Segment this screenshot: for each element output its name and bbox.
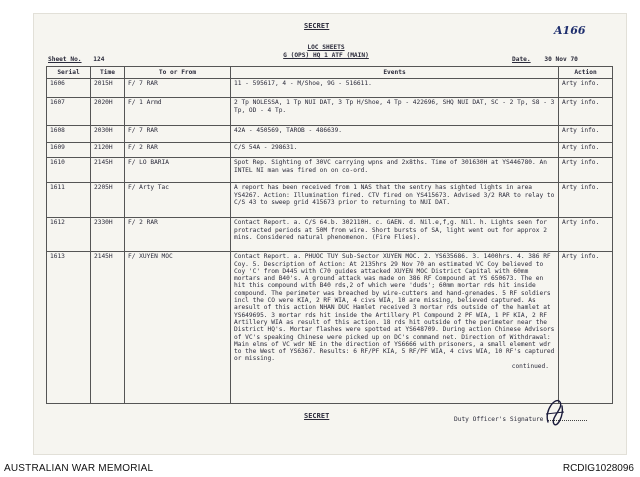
events-text: Contact Report. a. PHUOC TUY Sub-Sector XUYEN MOC. 2. YS635686. 3. 1400hrs. 4. 386 RF Coy. 5. Description of Action: At 2135hrs 29 Nov 70 an estimated VC Coy believed to Coy 'C' from D445 with C70 guides attacked XUYEN MOC District Capital with 60mm mortars and B40's. A ground attack was made on 386 RF Compound at YS 650673. The en hit this compound with B40 rds,2 of which were 'duds'; 60mm mortar rds hit inside compound. The perimeter was breached by wire-cutters and hand-grenades. 5 RF soldiers incl the CO were KIA, 2 RF WIA, 4 civs WIA, 10 are missing, believed captured. As aresult of this action NHAN DUC Hamlet received 3 mortar rds outside of the hamlet at YS649695. 3 mortar rds hit inside the Artillery Pl Compound 2 PF WIA, 1 PF KIA, 2 RF Artillery WIA as result of this action. 18 rds hit outside of the perimeter near the District HQ's. Mortar flashes were spotted at YS648709. During action Chinese Advisors of VC's speaking Chinese were picked up on DC's command net. Direction of Withdrawal: Main elms of VC wdr NE in the direction of YS6666 with prisoners, a small element wdr to the West of YS6367. Results: 6 RF/PF KIA, 5 RF/PF WIA, 4 civs WIA, 10 RF's captured or missing. xyxy=(234,253,555,363)
archive-credit: AUSTRALIAN WAR MEMORIAL xyxy=(4,463,154,474)
serial-cell: 1612 xyxy=(47,218,91,252)
table-row xyxy=(47,158,613,183)
action-cell: Arty info. xyxy=(559,126,613,143)
col-time: Time xyxy=(91,67,125,79)
serial-cell: 1609 xyxy=(47,143,91,158)
sheet-number xyxy=(48,56,104,63)
log-table xyxy=(46,66,613,404)
sheet-label: Sheet No. xyxy=(48,56,82,63)
time-cell: 2015H xyxy=(91,79,125,98)
events-cell xyxy=(231,252,559,404)
date-label: Date. xyxy=(512,56,531,63)
from-cell: F/ XUYEN MOC xyxy=(125,252,231,404)
serial-cell: 1613 xyxy=(47,252,91,404)
time-cell: 2205H xyxy=(91,183,125,218)
events-cell: 42A - 450569, TAROB - 486639. xyxy=(231,126,559,143)
sheet-value: 124 xyxy=(93,56,105,63)
time-cell: 2030H xyxy=(91,126,125,143)
unit-title: G (OPS) HQ 1 ATF (MAIN) xyxy=(283,52,369,59)
time-cell: 2145H xyxy=(91,158,125,183)
action-cell: Arty info. xyxy=(559,79,613,98)
table-row xyxy=(47,143,613,158)
continued-note: continued. xyxy=(511,362,549,370)
col-events: Events xyxy=(231,67,559,79)
events-cell: Spot Rep. Sighting of 30VC carrying wpns and 2x8ths. Time of 301630H at YS446780. An INTEL NI man was fired on on co-ord. xyxy=(231,158,559,183)
from-cell: F/ Arty Tac xyxy=(125,183,231,218)
table-row xyxy=(47,98,613,126)
action-cell: Arty info. xyxy=(559,252,613,404)
events-cell: 11 - 595617, 4 - M/Shoe, 9G - 516611. xyxy=(231,79,559,98)
serial-cell: 1611 xyxy=(47,183,91,218)
from-cell: F/ 2 RAR xyxy=(125,218,231,252)
from-cell: F/ 7 RAR xyxy=(125,126,231,143)
time-cell: 2145H xyxy=(91,252,125,404)
from-cell: F/ 2 RAR xyxy=(125,143,231,158)
table-header-row xyxy=(47,67,613,79)
events-cell: Contact Report. a. C/S 64.b. 302110H. c. GAEN. d. Nil.e,f,g. Nil. h. Lights seen for protracted periods at 50M from wire. Short bursts of SA, light went out for approx 2 mins. Considered natural phenomenon. (Fire Flies). xyxy=(231,218,559,252)
from-cell: F/ 1 Armd xyxy=(125,98,231,126)
action-cell: Arty info. xyxy=(559,158,613,183)
secret-header: SECRET xyxy=(304,22,330,30)
col-serial: Serial xyxy=(47,67,91,79)
from-cell: F/ 7 RAR xyxy=(125,79,231,98)
serial-cell: 1610 xyxy=(47,158,91,183)
table-row xyxy=(47,218,613,252)
events-cell: C/S 54A - 298631. xyxy=(231,143,559,158)
action-cell: Arty info. xyxy=(559,98,613,126)
table-row xyxy=(47,252,613,404)
events-cell: A report has been received from 1 NAS that the sentry has sighted lights in area YS4267. Action: Illumination fired. CTV fired on YS415673. Advised 3/2 RAR to relay to C/S 43 to sweep grid 415673 prior to returning to NUI DAT. xyxy=(231,183,559,218)
secret-footer: SECRET xyxy=(304,412,330,420)
serial-cell: 1608 xyxy=(47,126,91,143)
action-cell: Arty info. xyxy=(559,143,613,158)
col-action: Action xyxy=(559,67,613,79)
serial-cell: 1606 xyxy=(47,79,91,98)
date-value: 30 Nov 70 xyxy=(544,56,578,63)
table-row xyxy=(47,183,613,218)
date-field xyxy=(512,56,578,63)
table-row xyxy=(47,79,613,98)
time-cell: 2020H xyxy=(91,98,125,126)
log-title: LOC SHEETS xyxy=(307,44,345,51)
col-to-from: To or From xyxy=(125,67,231,79)
archive-id: RCDIG1028096 xyxy=(562,463,634,474)
serial-cell: 1607 xyxy=(47,98,91,126)
time-cell: 2120H xyxy=(91,143,125,158)
time-cell: 2330H xyxy=(91,218,125,252)
events-cell: 2 Tp NOLESSA, 1 Tp NUI DAT, 3 Tp H/Shoe, 4 Tp - 422696, SHQ NUI DAT, SC - 2 Tp, S8 - 3 Tp, OD - 4 Tp. xyxy=(231,98,559,126)
signature-label: Duty Officer's Signature xyxy=(454,416,544,423)
document-sheet xyxy=(34,14,626,454)
from-cell: F/ LO BARIA xyxy=(125,158,231,183)
handwritten-reference: A166 xyxy=(554,24,586,37)
action-cell: Arty info. xyxy=(559,183,613,218)
signature-mark xyxy=(542,392,568,428)
action-cell: Arty info. xyxy=(559,218,613,252)
table-row xyxy=(47,126,613,143)
